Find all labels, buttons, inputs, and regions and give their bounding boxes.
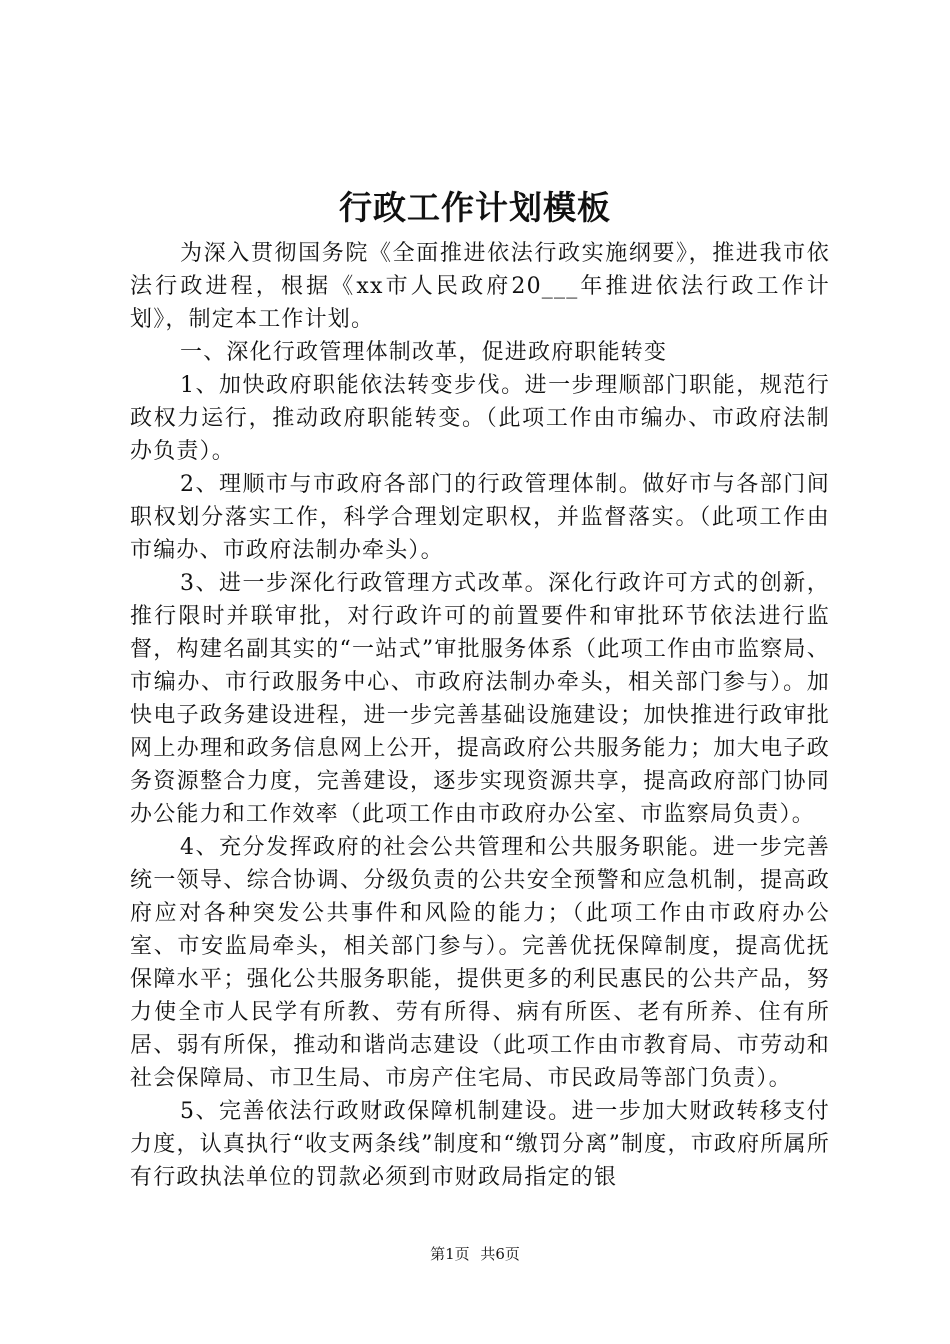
- paragraph-item-4: 4、充分发挥政府的社会公共管理和公共服务职能。进一步完善统一领导、综合协调、分级负责的公共安全预警和应急机制，提高政府应对各种突发公共事件和风险的能力；（此项工作由市政府办公室、市安监局牵头，相关部门参与）。完善优抚保障制度，提高优抚保障水平；强化公共服务职能，提供更多的利民惠民的公共产品，努力使全市人民学有所教、劳有所得、病有所医、老有所养、住有所居、弱有所保，推动和谐尚志建设（此项工作由市教育局、市劳动和社会保障局、市卫生局、市房产住宅局、市民政局等部门负责）。: [130, 835, 830, 1091]
- paragraph-item-1: 1、加快政府职能依法转变步伐。进一步理顺部门职能，规范行政权力运行，推动政府职能转变。（此项工作由市编办、市政府法制办负责）。: [130, 373, 830, 464]
- document-body: [130, 237, 830, 1194]
- page-total: 共6页: [480, 1245, 520, 1263]
- paragraph-intro: 为深入贯彻国务院《全面推进依法行政实施纲要》，推进我市依法行政进程，根据《xx市人民政府20___年推进依法行政工作计划》，制定本工作计划。: [130, 241, 830, 332]
- page-footer: [0, 1244, 950, 1264]
- page-number: 第1页: [430, 1245, 470, 1263]
- paragraph-item-3: 3、进一步深化行政管理方式改革。深化行政许可方式的创新，推行限时并联审批，对行政许可的前置要件和审批环节依法进行监督，构建名副其实的“一站式”审批服务体系（此项工作由市监察局、市编办、市行政服务中心、市政府法制办牵头，相关部门参与）。加快电子政务建设进程，进一步完善基础设施建设；加快推进行政审批网上办理和政务信息网上公开，提高政府公共服务能力；加大电子政务资源整合力度，完善建设，逐步实现资源共享，提高政府部门协同办公能力和工作效率（此项工作由市政府办公室、市监察局负责）。: [130, 571, 830, 827]
- paragraph-item-5: 5、完善依法行政财政保障机制建设。进一步加大财政转移支付力度，认真执行“收支两条线”制度和“缴罚分离”制度，市政府所属所有行政执法单位的罚款必须到市财政局指定的银: [130, 1099, 830, 1190]
- document-title: 行政工作计划模板: [339, 188, 611, 227]
- section-heading-1: 一、深化行政管理体制改革，促进政府职能转变: [180, 340, 668, 365]
- paragraph-item-2: 2、理顺市与市政府各部门的行政管理体制。做好市与各部门间职权划分落实工作，科学合理划定职权，并监督落实。（此项工作由市编办、市政府法制办牵头）。: [130, 472, 830, 563]
